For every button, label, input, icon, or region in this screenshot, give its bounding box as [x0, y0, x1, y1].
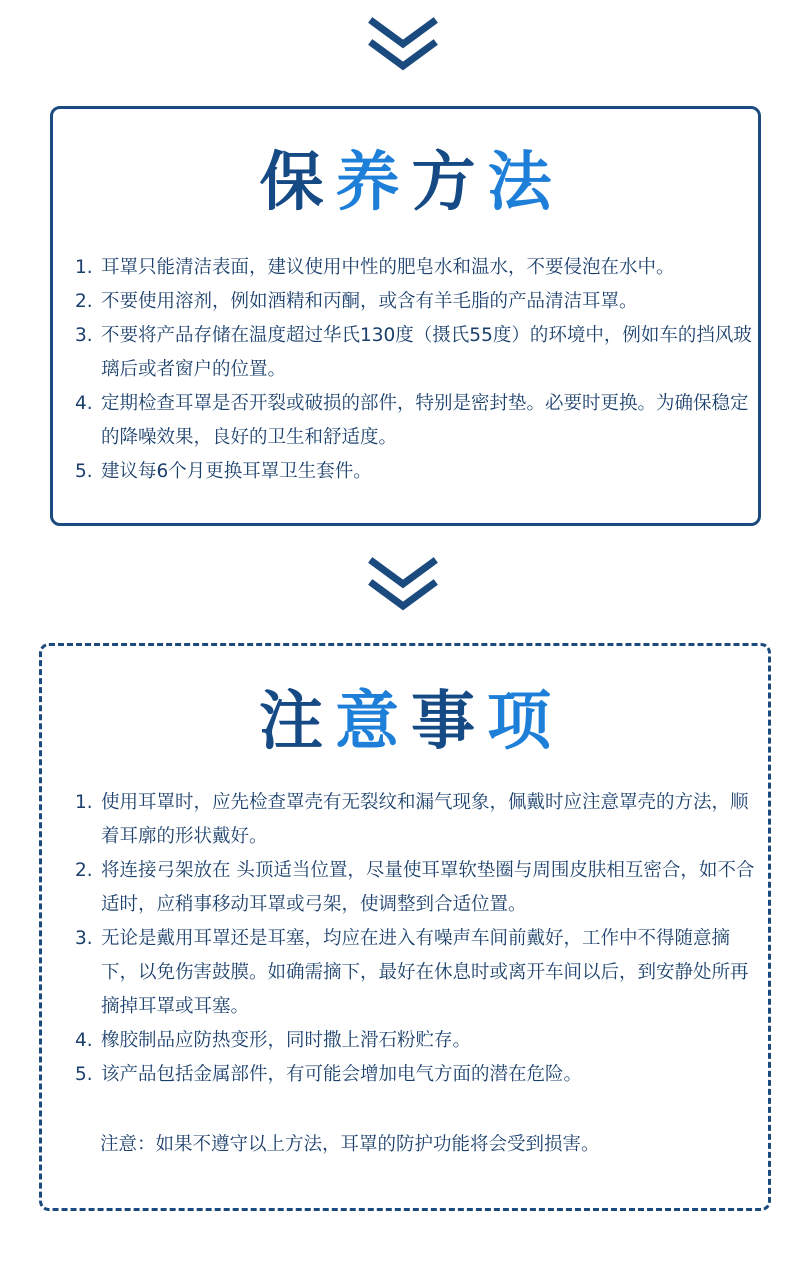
- item-text: 无论是戴用耳罩还是耳塞，均应在进入有噪声车间前戴好，工作中不得随意摘下，以免伤害鼓膜。如确需摘下，最好在休息时或离开车间以后，到安静处所再摘掉耳罩或耳塞。: [101, 928, 749, 1017]
- double-chevron-down-icon: [365, 556, 441, 612]
- list-item: [75, 251, 755, 285]
- precautions-title: [42, 686, 768, 758]
- title-char: 保: [259, 146, 336, 220]
- title-char: 项: [487, 685, 563, 759]
- item-text: 橡胶制品应防热变形，同时撒上滑石粉贮存。: [101, 1030, 472, 1051]
- item-text: 定期检查耳罩是否开裂或破损的部件，特别是密封垫。必要时更换。为确保稳定的降噪效果，良好的卫生和舒适度。: [101, 393, 749, 448]
- list-item: [75, 319, 755, 387]
- precautions-list: [75, 786, 755, 1092]
- item-number: 1.: [75, 792, 93, 813]
- precautions-card: [39, 643, 771, 1211]
- item-number: 3.: [75, 928, 93, 949]
- list-item: [75, 854, 755, 922]
- item-text: 不要将产品存储在温度超过华氏130度（摄氏55度）的环境中，例如车的挡风玻璃后或者窗户的位置。: [101, 325, 752, 380]
- list-item: [75, 455, 755, 489]
- item-number: 1.: [75, 257, 93, 278]
- item-number: 2.: [75, 291, 93, 312]
- care-method-list: [75, 251, 755, 489]
- item-number: 4.: [75, 393, 93, 414]
- care-method-card: [50, 106, 761, 526]
- item-text: 耳罩只能清洁表面，建议使用中性的肥皂水和温水，不要侵泡在水中。: [101, 257, 675, 278]
- title-char: 养: [335, 146, 412, 220]
- list-item: [75, 285, 755, 319]
- item-text: 将连接弓架放在 头顶适当位置，尽量使耳罩软垫圈与周围皮肤相互密合，如不合适时，应稍事移动耳罩或弓架，使调整到合适位置。: [101, 860, 755, 915]
- warning-note: 注意：如果不遵守以上方法，耳罩的防护功能将会受到损害。: [100, 1134, 600, 1155]
- item-text: 建议每6个月更换耳罩卫生套件。: [101, 461, 372, 482]
- item-number: 5.: [75, 461, 93, 482]
- title-char: 方: [411, 146, 488, 220]
- title-char: 法: [487, 146, 564, 220]
- list-item: [75, 387, 755, 455]
- title-char: 意: [335, 685, 411, 759]
- care-method-title: [53, 147, 758, 219]
- item-number: 5.: [75, 1064, 93, 1085]
- item-number: 2.: [75, 860, 93, 881]
- item-text: 该产品包括金属部件，有可能会增加电气方面的潜在危险。: [101, 1064, 583, 1085]
- list-item: [75, 1058, 755, 1092]
- list-item: [75, 922, 755, 1024]
- list-item: [75, 1024, 755, 1058]
- item-number: 3.: [75, 325, 93, 346]
- item-text: 不要使用溶剂，例如酒精和丙酮，或含有羊毛脂的产品清洁耳罩。: [101, 291, 638, 312]
- item-number: 4.: [75, 1030, 93, 1051]
- title-char: 事: [411, 685, 487, 759]
- title-char: 注: [259, 685, 335, 759]
- double-chevron-down-icon: [365, 16, 441, 72]
- list-item: [75, 786, 755, 854]
- item-text: 使用耳罩时，应先检查罩壳有无裂纹和漏气现象，佩戴时应注意罩壳的方法，顺着耳廓的形状戴好。: [101, 792, 749, 847]
